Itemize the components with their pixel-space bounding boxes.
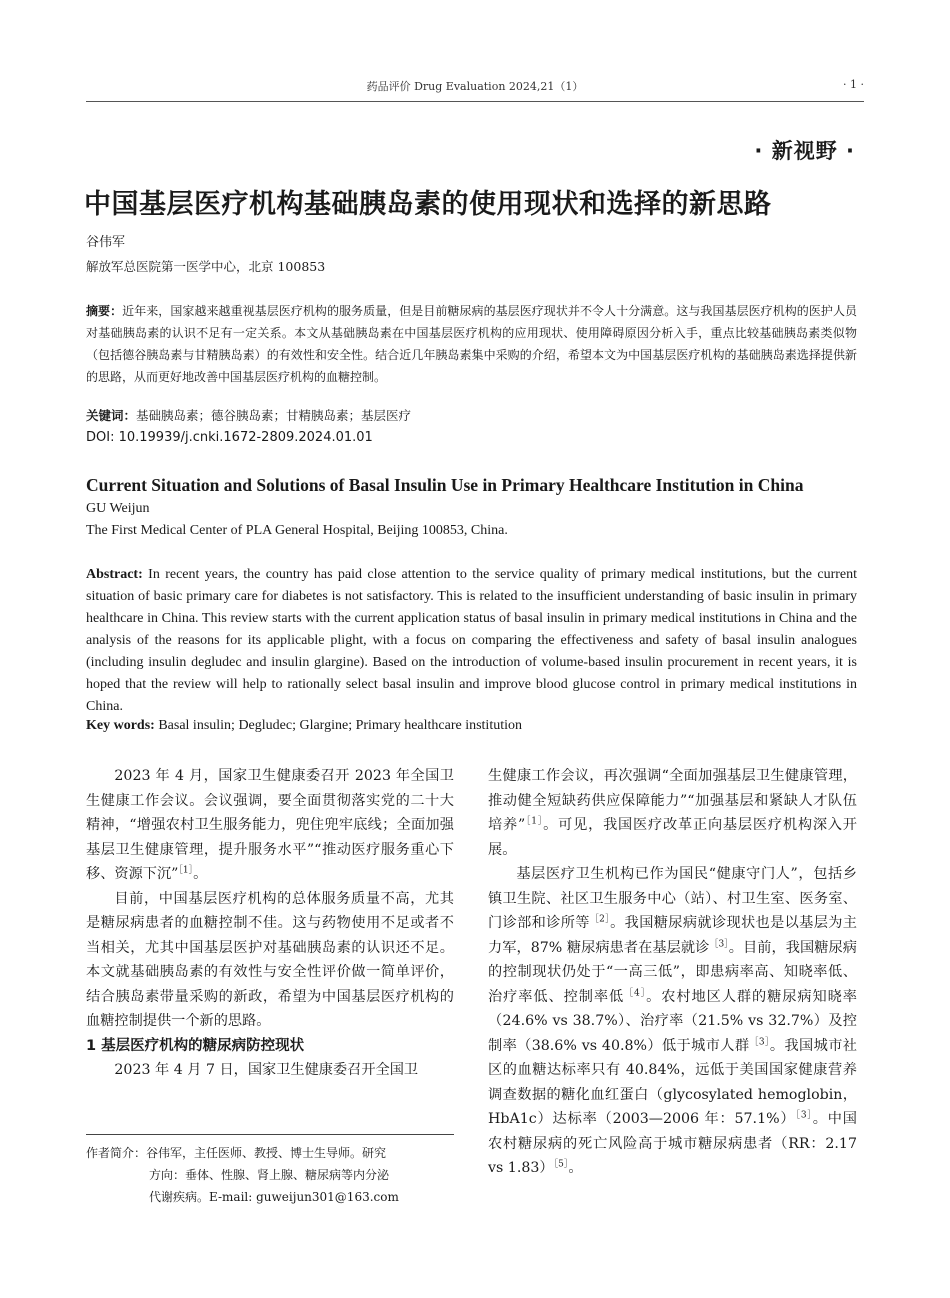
paragraph [488, 764, 857, 862]
paragraph-text: 。 [568, 1160, 583, 1176]
affiliation-zh: 解放军总医院第一医学中心，北京 100853 [86, 259, 326, 274]
abstract-zh [86, 300, 857, 388]
footnote-divider [86, 1134, 454, 1135]
keywords-en-label: Key words: [86, 718, 155, 733]
abstract-en-text: In recent years, the country has paid close attention to the service quality of primary medical institutions, but the current situation of basic primary care for diabetes is not satisfactory. This is related to the insufficient understanding of basic insulin in primary healthcare in China. This review starts with the current application status of basal insulin in primary medical institutions in China and the analysis of the reasons for its applicable plight, with a focus on comparing the effectiveness and safety of basal insulin analogues (including insulin degludec and insulin glargine). Based on the introduction of volume-based insulin procurement in recent years, it is hoped that the review will help to rationally select basal insulin and improve blood glucose control in primary medical institutions in China. [86, 567, 857, 714]
paragraph-text: 。目前，我国糖尿病的控制现状仍处于“一高三低”，即患病率高、知晓率低、治疗率低、控制率低 [488, 939, 857, 1005]
author-footnote [86, 1142, 454, 1208]
page-number: · 1 · [843, 78, 864, 91]
citation-link[interactable]: ［2］ [589, 914, 611, 925]
keywords-en [86, 718, 522, 734]
body-column-left [86, 764, 454, 1082]
article-title-zh: 中国基层医疗机构基础胰岛素的使用现状和选择的新思路 [84, 189, 772, 220]
keywords-en-text: Basal insulin; Degludec; Glargine; Primary healthcare institution [158, 718, 522, 733]
abstract-en-label: Abstract: [86, 567, 143, 582]
paragraph-text: 基层医疗卫生机构已作为国民“健康守门人”，包括乡镇卫生院、社区卫生服务中心（站）、村卫生室、医务室、门诊部和诊所等 [488, 866, 857, 931]
article-title-en: Current Situation and Solutions of Basal Insulin Use in Primary Healthcare Institution in China [86, 475, 804, 495]
citation-link[interactable]: ［1］ [178, 865, 194, 876]
footnote-line: 作者简介：谷伟军，主任医师、教授、博士生导师。研究 [86, 1146, 387, 1160]
paragraph-text: 。我国糖尿病就诊现状也是以基层为主力军，87% 糖尿病患者在基层就诊 [488, 915, 857, 956]
citation-link[interactable]: ［5］ [553, 1159, 569, 1170]
header-divider [86, 101, 864, 102]
paragraph-text: 2023 年 4 月，国家卫生健康委召开 2023 年全国卫生健康工作会议。会议强调，要全面贯彻落实党的二十大精神，“增强农村卫生服务能力，兜住兜牢底线；全面加强基层卫生健康管理，提升服务水平”“推动医疗服务重心下移、资源下沉” [86, 768, 454, 882]
affiliation-en: The First Medical Center of PLA General Hospital, Beijing 100853, China. [86, 523, 508, 538]
abstract-zh-label: 摘要： [86, 304, 123, 318]
abstract-zh-text: 近年来，国家越来越重视基层医疗机构的服务质量，但是目前糖尿病的基层医疗现状并不令人十分满意。这与我国基层医疗机构的医护人员对基础胰岛素的认识不足有一定关系。本文从基础胰岛素在中国基层医疗机构的应用现状、使用障碍原因分析入手，重点比较基础胰岛素类似物（包括德谷胰岛素与甘精胰岛素）的有效性和安全性。结合近几年胰岛素集中采购的介绍，希望本文为中国基层医疗机构的基础胰岛素选择提供新的思路，从而更好地改善中国基层医疗机构的血糖控制。 [86, 304, 857, 384]
citation-link[interactable]: ［1］ [525, 816, 544, 827]
paragraph-text: 。中国农村糖尿病的死亡风险高于城市糖尿病患者（RR：2.17 vs 1.83） [488, 1111, 857, 1176]
paragraph: 2023 年 4 月 7 日，国家卫生健康委召开全国卫 [114, 1061, 419, 1078]
footnote-line: 代谢疾病。E-mail: guweijun301@163.com [149, 1190, 399, 1204]
citation-link[interactable]: ［3］ [709, 938, 729, 949]
citation-link[interactable]: ［3］ [749, 1036, 770, 1047]
paragraph [488, 862, 857, 1181]
paragraph: 目前，中国基层医疗机构的总体服务质量不高，尤其是糖尿病患者的血糖控制不佳。这与药物使用不足或者不当相关，尤其中国基层医护对基础胰岛素的认识还不足。本文就基础胰岛素的有效性与安全性评价做一简单评价，结合胰岛素带量采购的新政，希望为中国基层医疗机构的血糖控制提供一个新的思路。 [86, 890, 454, 1029]
paragraph-text: 。我国城市社区的血糖达标率只有 40.84%，远低于美国国家健康营养调查数据的糖化血红蛋白（glycosylated hemoglobin，HbA1c）达标率（2003—2006 年：57.1%） [488, 1037, 857, 1127]
body-column-right [488, 764, 857, 1181]
citation-link[interactable]: ［3］ [795, 1110, 813, 1121]
abstract-en [86, 564, 857, 718]
paragraph-text: 生健康工作会议，再次强调“全面加强基层卫生健康管理，推动健全短缺药供应保障能力”“加强基层和紧缺人才队伍培养” [488, 768, 857, 833]
paragraph [86, 764, 454, 887]
running-head: 药品评价 Drug Evaluation 2024,21（1） [366, 80, 584, 93]
section-label: · 新视野 · [754, 139, 855, 163]
keywords-zh-text: 基础胰岛素；德谷胰岛素；甘精胰岛素；基层医疗 [136, 408, 412, 423]
citation-link[interactable]: ［4］ [624, 987, 647, 998]
section-heading: 1 基层医疗机构的糖尿病防控现状 [86, 1037, 305, 1054]
author-zh: 谷伟军 [86, 235, 126, 250]
paragraph-text: 。 [193, 866, 208, 882]
paragraph-text: 。可见，我国医疗改革正向基层医疗机构深入开展。 [488, 817, 857, 858]
paragraph-text: 。农村地区人群的糖尿病知晓率（24.6% vs 38.7%）、治疗率（21.5% vs 32.7%）及控制率（38.6% vs 40.8%）低于城市人群 [488, 988, 857, 1054]
keywords-zh [86, 406, 411, 424]
footnote-line: 方向：垂体、性腺、肾上腺、糖尿病等内分泌 [149, 1168, 390, 1182]
author-en: GU Weijun [86, 501, 150, 516]
doi-link[interactable]: DOI: 10.19939/j.cnki.1672-2809.2024.01.01 [86, 430, 373, 445]
keywords-zh-label: 关键词： [86, 408, 137, 423]
